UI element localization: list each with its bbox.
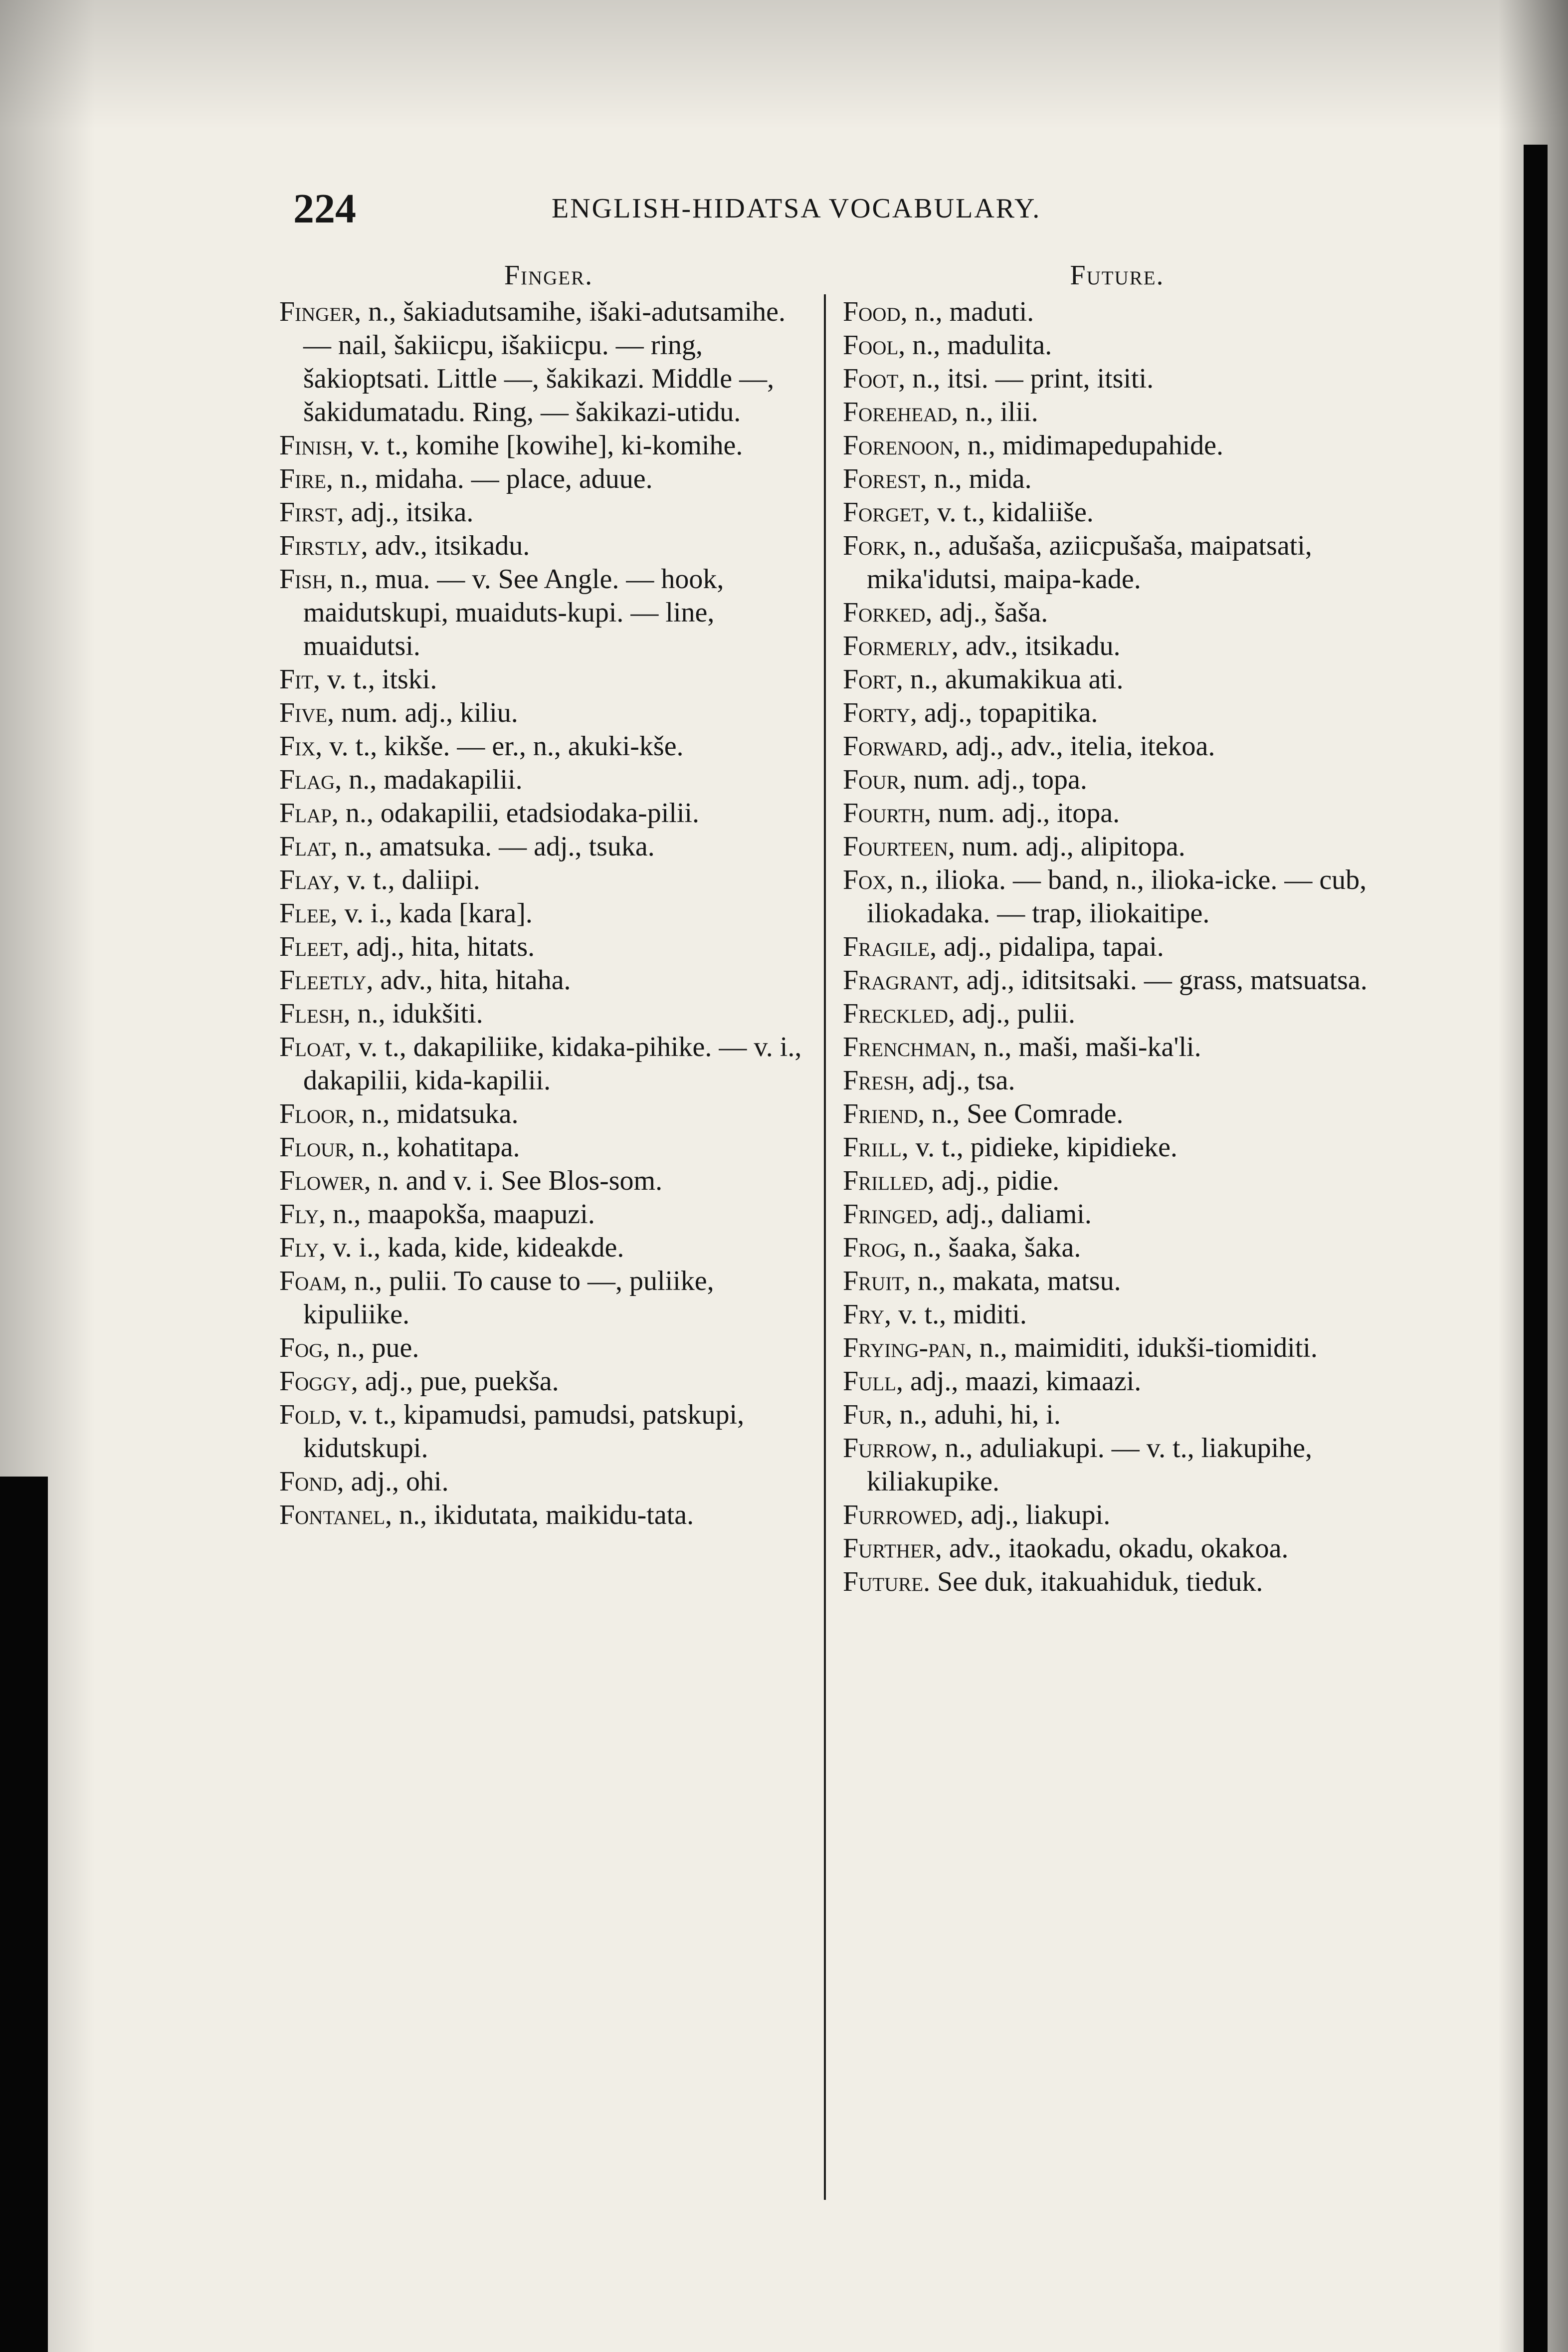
entry-headword: Flesh — [279, 998, 344, 1029]
entry-definition: , adj., itsika. — [337, 497, 474, 528]
entry-definition: , adv., itaokadu, okadu, okakoa. — [935, 1533, 1289, 1564]
entry-headword: Flay — [279, 864, 333, 895]
dictionary-entry — [279, 1498, 818, 1532]
entry-definition: , n. and v. i. See Blos-som. — [364, 1165, 663, 1196]
dictionary-entry — [843, 1432, 1391, 1498]
dictionary-entry — [279, 1465, 818, 1498]
entry-definition: , num. adj., kiliu. — [327, 697, 518, 728]
dictionary-entry — [843, 1265, 1391, 1298]
entry-definition: , n., amatsuka. — adj., tsuka. — [330, 831, 655, 862]
entry-headword: Frenchman — [843, 1032, 970, 1063]
entry-definition: , v. t., kikše. — er., n., akuki-kše. — [315, 731, 684, 762]
entry-headword: Fragile — [843, 931, 930, 962]
dictionary-entry — [843, 1164, 1391, 1198]
entry-definition: , n., šaaka, šaka. — [899, 1232, 1081, 1263]
entry-headword: Firstly — [279, 530, 361, 561]
entry-definition: , n., kohatitapa. — [348, 1132, 520, 1163]
entry-headword: Fond — [279, 1466, 337, 1497]
dictionary-entry — [843, 396, 1391, 429]
entry-definition: , num. adj., topa. — [899, 764, 1087, 795]
dictionary-entry — [279, 1331, 818, 1365]
dictionary-entry — [843, 964, 1391, 997]
entry-definition: , adj., hita, hitats. — [342, 931, 535, 962]
entry-headword: Fresh — [843, 1065, 908, 1096]
dictionary-entry — [843, 863, 1391, 930]
entry-definition: , v. t., pidieke, kipidieke. — [901, 1132, 1177, 1163]
entry-definition: , v. t., daliipi. — [333, 864, 480, 895]
dictionary-entry — [279, 1365, 818, 1398]
entry-definition: , adv., itsikadu. — [361, 530, 530, 561]
entry-headword: Fleet — [279, 931, 343, 962]
dictionary-entry — [279, 663, 818, 696]
dictionary-entry — [843, 763, 1391, 797]
dictionary-entry — [843, 1031, 1391, 1064]
dictionary-entry — [279, 429, 818, 462]
entry-headword: Fold — [279, 1399, 335, 1430]
entry-definition: , v. t., miditi. — [884, 1299, 1027, 1330]
entry-definition: , n., midaha. — place, aduue. — [326, 463, 653, 494]
dictionary-entry — [279, 1198, 818, 1231]
dictionary-entry — [843, 1198, 1391, 1231]
dictionary-entry — [279, 1097, 818, 1131]
entry-headword: Forest — [843, 463, 920, 494]
dictionary-entry — [843, 830, 1391, 863]
entry-headword: Finger — [279, 296, 355, 327]
dictionary-entry — [279, 1398, 818, 1465]
entry-headword: Fourteen — [843, 831, 948, 862]
dictionary-entry — [279, 529, 818, 563]
entry-definition: , num. adj., itopa. — [924, 798, 1120, 829]
dictionary-entry — [279, 496, 818, 529]
entry-headword: Full — [843, 1366, 896, 1397]
dictionary-entry — [279, 797, 818, 830]
dictionary-entry — [843, 1498, 1391, 1532]
entry-headword: Frilled — [843, 1165, 928, 1196]
entry-definition: , adj., iditsitsaki. — grass, matsuatsa. — [952, 965, 1368, 996]
dictionary-entry — [843, 1298, 1391, 1331]
entry-headword: Friend — [843, 1098, 918, 1129]
entry-headword: Frill — [843, 1132, 902, 1163]
dictionary-entry — [843, 630, 1391, 663]
dictionary-entry — [279, 830, 818, 863]
entry-definition: . See duk, itakuahiduk, tieduk. — [923, 1566, 1263, 1597]
dictionary-entry — [843, 596, 1391, 630]
entry-definition: , v. t., itski. — [313, 664, 437, 695]
entry-headword: Further — [843, 1533, 935, 1564]
entry-headword: Fork — [843, 530, 900, 561]
entry-headword: Fringed — [843, 1199, 932, 1230]
column-divider — [824, 294, 826, 2200]
dictionary-entry — [843, 1365, 1391, 1398]
entry-definition: , n., adušaša, aziicpušaša, maipatsati, mika'idutsi, maipa-kade. — [867, 530, 1312, 595]
binding-shadow-left — [0, 1477, 48, 2352]
dictionary-entry — [843, 295, 1391, 329]
dictionary-entry — [843, 1398, 1391, 1432]
entry-headword: Fontanel — [279, 1499, 386, 1530]
entry-definition: , adj., tsa. — [908, 1065, 1015, 1096]
entry-headword: Fragrant — [843, 965, 953, 996]
entry-definition: , v. i., kada [kara]. — [330, 898, 533, 929]
entry-definition: , v. i., kada, kide, kideakde. — [319, 1232, 624, 1263]
dictionary-entry — [279, 563, 818, 663]
entry-headword: Foot — [843, 363, 899, 394]
dictionary-entry — [279, 696, 818, 730]
dictionary-entry — [843, 730, 1391, 763]
entry-definition: , n., midatsuka. — [348, 1098, 519, 1129]
entry-headword: Formerly — [843, 631, 952, 661]
entry-definition: , adj., adv., itelia, itekoa. — [942, 731, 1215, 762]
entry-definition: , v. t., kipamudsi, pamudsi, patskupi, kidutskupi. — [303, 1399, 745, 1464]
dictionary-entry — [279, 1265, 818, 1331]
page-number: 224 — [293, 186, 356, 232]
page-edge-shadow-top — [0, 0, 1568, 130]
dictionary-entry — [843, 1064, 1391, 1097]
entry-headword: Forehead — [843, 397, 952, 428]
entry-headword: Forked — [843, 597, 926, 628]
entry-definition: , n., ikidutata, maikidu-tata. — [385, 1499, 694, 1530]
entry-headword: Forward — [843, 731, 942, 762]
dictionary-entry — [279, 863, 818, 897]
dictionary-entry — [843, 496, 1391, 529]
dictionary-entry — [843, 362, 1391, 396]
entry-definition: , adv., hita, hitaha. — [366, 965, 571, 996]
entry-definition: , n., maduti. — [900, 296, 1034, 327]
entry-headword: Flap — [279, 798, 332, 829]
entry-definition: , n., See Comrade. — [918, 1098, 1124, 1129]
dictionary-entry — [279, 295, 818, 429]
entry-headword: Fourth — [843, 798, 925, 829]
entry-definition: , n., maimiditi, idukši-tiomiditi. — [965, 1332, 1318, 1363]
entry-headword: Forty — [843, 697, 910, 728]
entry-headword: Future — [843, 1566, 924, 1597]
entry-headword: Flee — [279, 898, 331, 929]
entry-headword: Furrow — [843, 1433, 931, 1464]
entry-definition: , adj., šaša. — [925, 597, 1048, 628]
dictionary-entry — [279, 930, 818, 964]
dictionary-entry — [843, 329, 1391, 362]
entry-definition: , n., midimapedupahide. — [953, 430, 1224, 461]
dictionary-entry — [843, 1097, 1391, 1131]
entry-headword: Flag — [279, 764, 335, 795]
entry-definition: , adj., ohi. — [337, 1466, 449, 1497]
right-column — [843, 259, 1391, 1599]
entry-definition: , adj., liakupi. — [957, 1499, 1111, 1530]
dictionary-entry — [279, 1164, 818, 1198]
entry-definition: , adv., itsikadu. — [951, 631, 1121, 661]
entry-headword: Furrowed — [843, 1499, 957, 1530]
entry-definition: , n., odakapilii, etadsiodaka-pilii. — [331, 798, 699, 829]
dictionary-entry — [843, 696, 1391, 730]
entry-definition: , adj., pulii. — [948, 998, 1076, 1029]
dictionary-entry — [843, 663, 1391, 696]
entry-headword: Fruit — [843, 1266, 904, 1296]
entry-headword: Fix — [279, 731, 316, 762]
entry-headword: Fur — [843, 1399, 886, 1430]
entry-headword: Finish — [279, 430, 347, 461]
entry-headword: Four — [843, 764, 900, 795]
entry-definition: , n., mida. — [920, 463, 1032, 494]
entry-headword: Fly — [279, 1232, 319, 1263]
dictionary-entry — [843, 1131, 1391, 1164]
dictionary-entry — [843, 1565, 1391, 1599]
dictionary-entry — [843, 997, 1391, 1031]
entry-definition: , n., mua. — v. See Angle. — hook, maidutskupi, muaiduts-kupi. — line, muaidutsi. — [303, 564, 724, 661]
entry-headword: Forget — [843, 497, 924, 528]
entry-headword: Fool — [843, 330, 899, 361]
dictionary-entry — [843, 429, 1391, 462]
entry-headword: Fit — [279, 664, 313, 695]
binding-shadow-right — [1524, 145, 1548, 2352]
entry-definition: , n., ilioka. — band, n., ilioka-icke. — cub, iliokadaka. — trap, iliokaitipe. — [867, 864, 1367, 929]
entry-definition: , n., madulita. — [898, 330, 1052, 361]
entry-definition: , n., makata, matsu. — [904, 1266, 1121, 1296]
entry-headword: Freckled — [843, 998, 948, 1029]
entry-headword: Floor — [279, 1098, 348, 1129]
entry-headword: Five — [279, 697, 328, 728]
entry-definition: , n., pue. — [323, 1332, 419, 1363]
dictionary-entry — [279, 997, 818, 1031]
entry-headword: Fort — [843, 664, 896, 695]
entry-headword: Fire — [279, 463, 326, 494]
entry-definition: , n., šakiadutsamihe, išaki-adutsamihe. — nail, šakiicpu, išakiicpu. — ring, šakioptsati. Little —, šakikazi. Middle —, šakidumatadu. Ring, — šakikazi-utidu. — [303, 296, 785, 428]
dictionary-entry — [279, 1031, 818, 1097]
entry-definition: , n., akumakikua ati. — [896, 664, 1124, 695]
right-entries — [843, 295, 1391, 1599]
entry-definition: , n., idukšiti. — [343, 998, 483, 1029]
dictionary-entry — [843, 529, 1391, 596]
entry-definition: , n., madakapilii. — [335, 764, 523, 795]
page-header — [293, 176, 1281, 240]
dictionary-entry — [279, 763, 818, 797]
entry-headword: Foggy — [279, 1366, 351, 1397]
dictionary-entry — [279, 1231, 818, 1265]
entry-headword: Fog — [279, 1332, 323, 1363]
entry-headword: Flour — [279, 1132, 348, 1163]
entry-definition: , adj., pidie. — [927, 1165, 1060, 1196]
entry-definition: , v. t., komihe [kowihe], ki-komihe. — [347, 430, 743, 461]
entry-headword: Food — [843, 296, 901, 327]
entry-definition: , adj., pidalipa, tapai. — [930, 931, 1164, 962]
dictionary-entry — [279, 897, 818, 930]
entry-headword: Fleetly — [279, 965, 367, 996]
entry-definition: , adj., daliami. — [932, 1199, 1092, 1230]
entry-headword: Flower — [279, 1165, 364, 1196]
dictionary-entry — [843, 930, 1391, 964]
dictionary-entry — [843, 1231, 1391, 1265]
entry-definition: , adj., maazi, kimaazi. — [896, 1366, 1142, 1397]
entry-headword: Fry — [843, 1299, 885, 1330]
entry-definition: , n., itsi. — print, itsiti. — [898, 363, 1154, 394]
dictionary-entry — [843, 462, 1391, 496]
entry-headword: Fish — [279, 564, 326, 595]
entry-definition: , adj., pue, puekša. — [351, 1366, 559, 1397]
entry-headword: Float — [279, 1032, 345, 1063]
dictionary-entry — [843, 1331, 1391, 1365]
left-column — [279, 259, 818, 1532]
entry-definition: , n., aduhi, hi, i. — [885, 1399, 1061, 1430]
dictionary-entry — [843, 797, 1391, 830]
entry-definition: , n., aduliakupi. — v. t., liakupihe, kiliakupike. — [867, 1433, 1313, 1497]
running-head: ENGLISH-HIDATSA VOCABULARY. — [552, 193, 1041, 224]
entry-headword: Foam — [279, 1266, 341, 1296]
entry-definition: , n., maši, maši-ka'li. — [970, 1032, 1201, 1063]
entry-definition: , adj., topapitika. — [910, 697, 1098, 728]
entry-definition: , n., pulii. To cause to —, puliike, kipuliike. — [303, 1266, 714, 1330]
entry-definition: , n., ilii. — [951, 397, 1038, 428]
left-guide-word: Finger. — [504, 260, 593, 291]
dictionary-entry — [279, 1131, 818, 1164]
entry-definition: , v. t., kidaliiše. — [923, 497, 1094, 528]
entry-headword: Fly — [279, 1199, 319, 1230]
entry-headword: Flat — [279, 831, 331, 862]
entry-definition: , num. adj., alipitopa. — [948, 831, 1185, 862]
dictionary-entry — [279, 462, 818, 496]
dictionary-entry — [843, 1532, 1391, 1565]
entry-definition: , v. t., dakapiliike, kidaka-pihike. — v. i., dakapilii, kida-kapilii. — [303, 1032, 802, 1096]
entry-headword: Forenoon — [843, 430, 954, 461]
entry-headword: First — [279, 497, 337, 528]
dictionary-entry — [279, 964, 818, 997]
entry-definition: , n., maapokša, maapuzi. — [319, 1199, 595, 1230]
right-guide-word: Future. — [1070, 260, 1165, 291]
dictionary-entry — [279, 730, 818, 763]
entry-headword: Frog — [843, 1232, 900, 1263]
entry-headword: Frying-pan — [843, 1332, 966, 1363]
entry-headword: Fox — [843, 864, 887, 895]
left-entries — [279, 295, 818, 1532]
